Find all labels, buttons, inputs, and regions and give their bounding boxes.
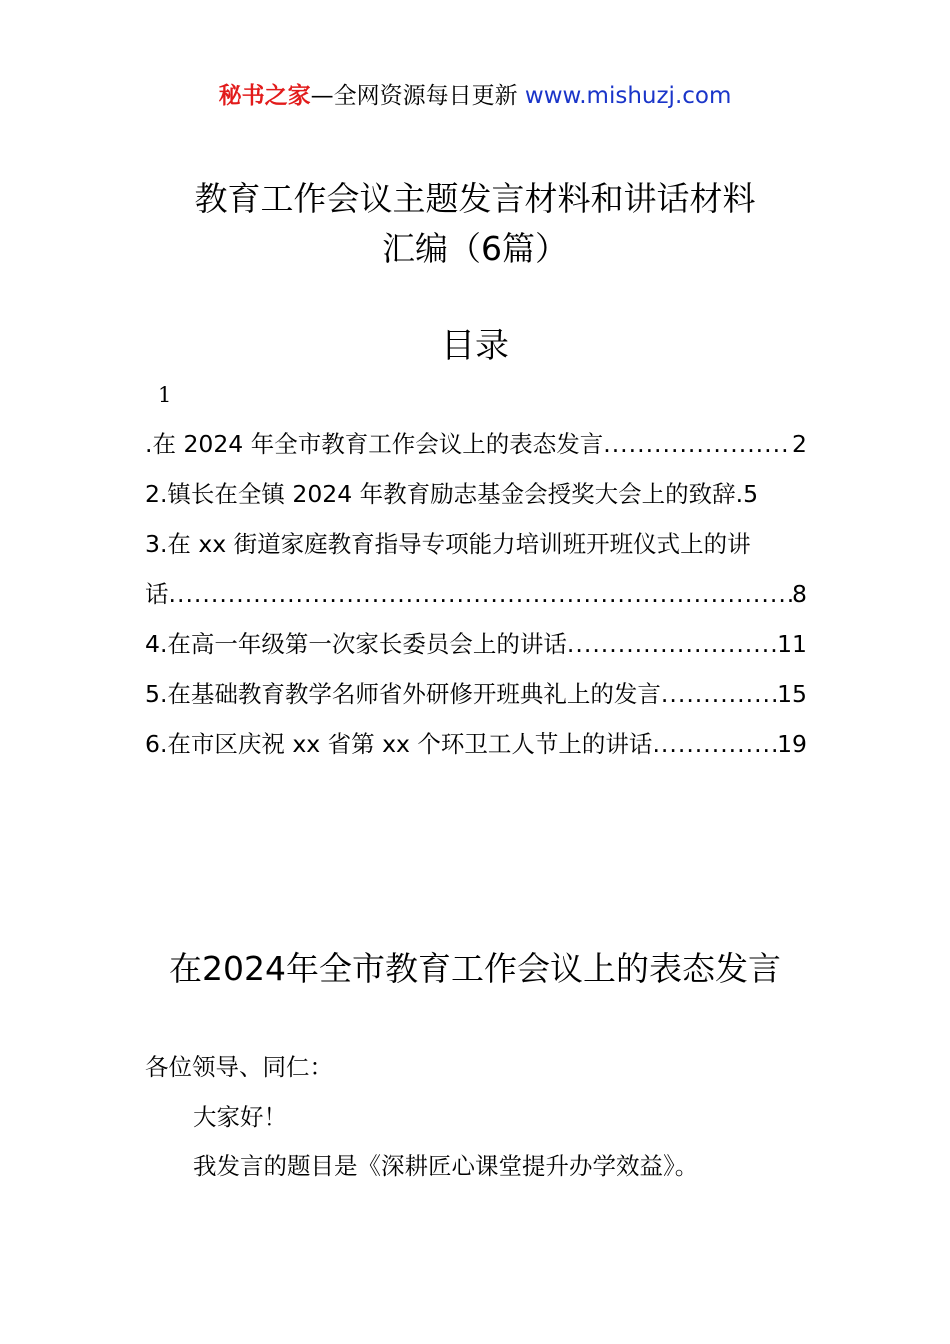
toc-leader-dots [603,419,792,469]
toc-entry-label: 6.在市区庆祝 xx 省第 xx 个环卫工人节上的讲话 [145,730,653,758]
topic-paragraph: 我发言的题目是《深耕匠心课堂提升办学效益》。 [193,1152,699,1180]
toc-entry-page: 11 [777,630,807,658]
toc-entry[interactable] [145,469,807,519]
toc-entry[interactable] [145,669,807,719]
document-title-line-1: 教育工作会议主题发言材料和讲话材料 [194,179,756,218]
toc-entry-continuation[interactable] [145,569,807,619]
toc-entry-page: 2 [792,430,807,458]
toc-first-number: 1 [158,383,172,407]
document-title-line-2: 汇编（6篇） [382,229,568,268]
toc-entry-page: 15 [777,680,807,708]
brand-name: 秘书之家 [218,83,311,109]
greeting-paragraph: 大家好！ [193,1103,287,1131]
toc-entry-page: 5 [743,480,759,508]
banner-tagline: —全网资源每日更新 [310,83,518,109]
toc-entry[interactable] [145,419,807,469]
toc-entry-page: 8 [792,580,807,608]
toc-heading: 目录 [441,326,509,366]
toc-entry[interactable] [145,619,807,669]
section-title: 在2024年全市教育工作会议上的表态发言 [169,949,781,988]
site-banner [0,80,950,112]
toc-leader-dots [567,619,777,669]
toc-entry[interactable] [145,519,807,569]
toc-leader-dots [661,669,777,719]
table-of-contents [145,419,807,769]
salutation: 各位领导、同仁： [145,1053,333,1081]
toc-entry-label: .在 2024 年全市教育工作会议上的表态发言 [145,430,604,458]
toc-entry-page: 19 [777,730,807,758]
toc-leader-dots [169,569,793,619]
toc-entry-label: 话 [145,580,169,608]
toc-entry[interactable] [145,719,807,769]
site-url-link[interactable]: www.mishuzj.com [524,83,732,109]
toc-entry-label: 3.在 xx 街道家庭教育指导专项能力培训班开班仪式上的讲 [145,530,751,558]
toc-entry-label: 4.在高一年级第一次家长委员会上的讲话 [145,630,567,658]
toc-entry-label: 2.镇长在全镇 2024 年教育励志基金会授奖大会上的致辞. [145,480,744,508]
toc-entry-label: 5.在基础教育教学名师省外研修开班典礼上的发言 [145,680,661,708]
document-title [0,174,950,274]
toc-leader-dots [652,719,777,769]
